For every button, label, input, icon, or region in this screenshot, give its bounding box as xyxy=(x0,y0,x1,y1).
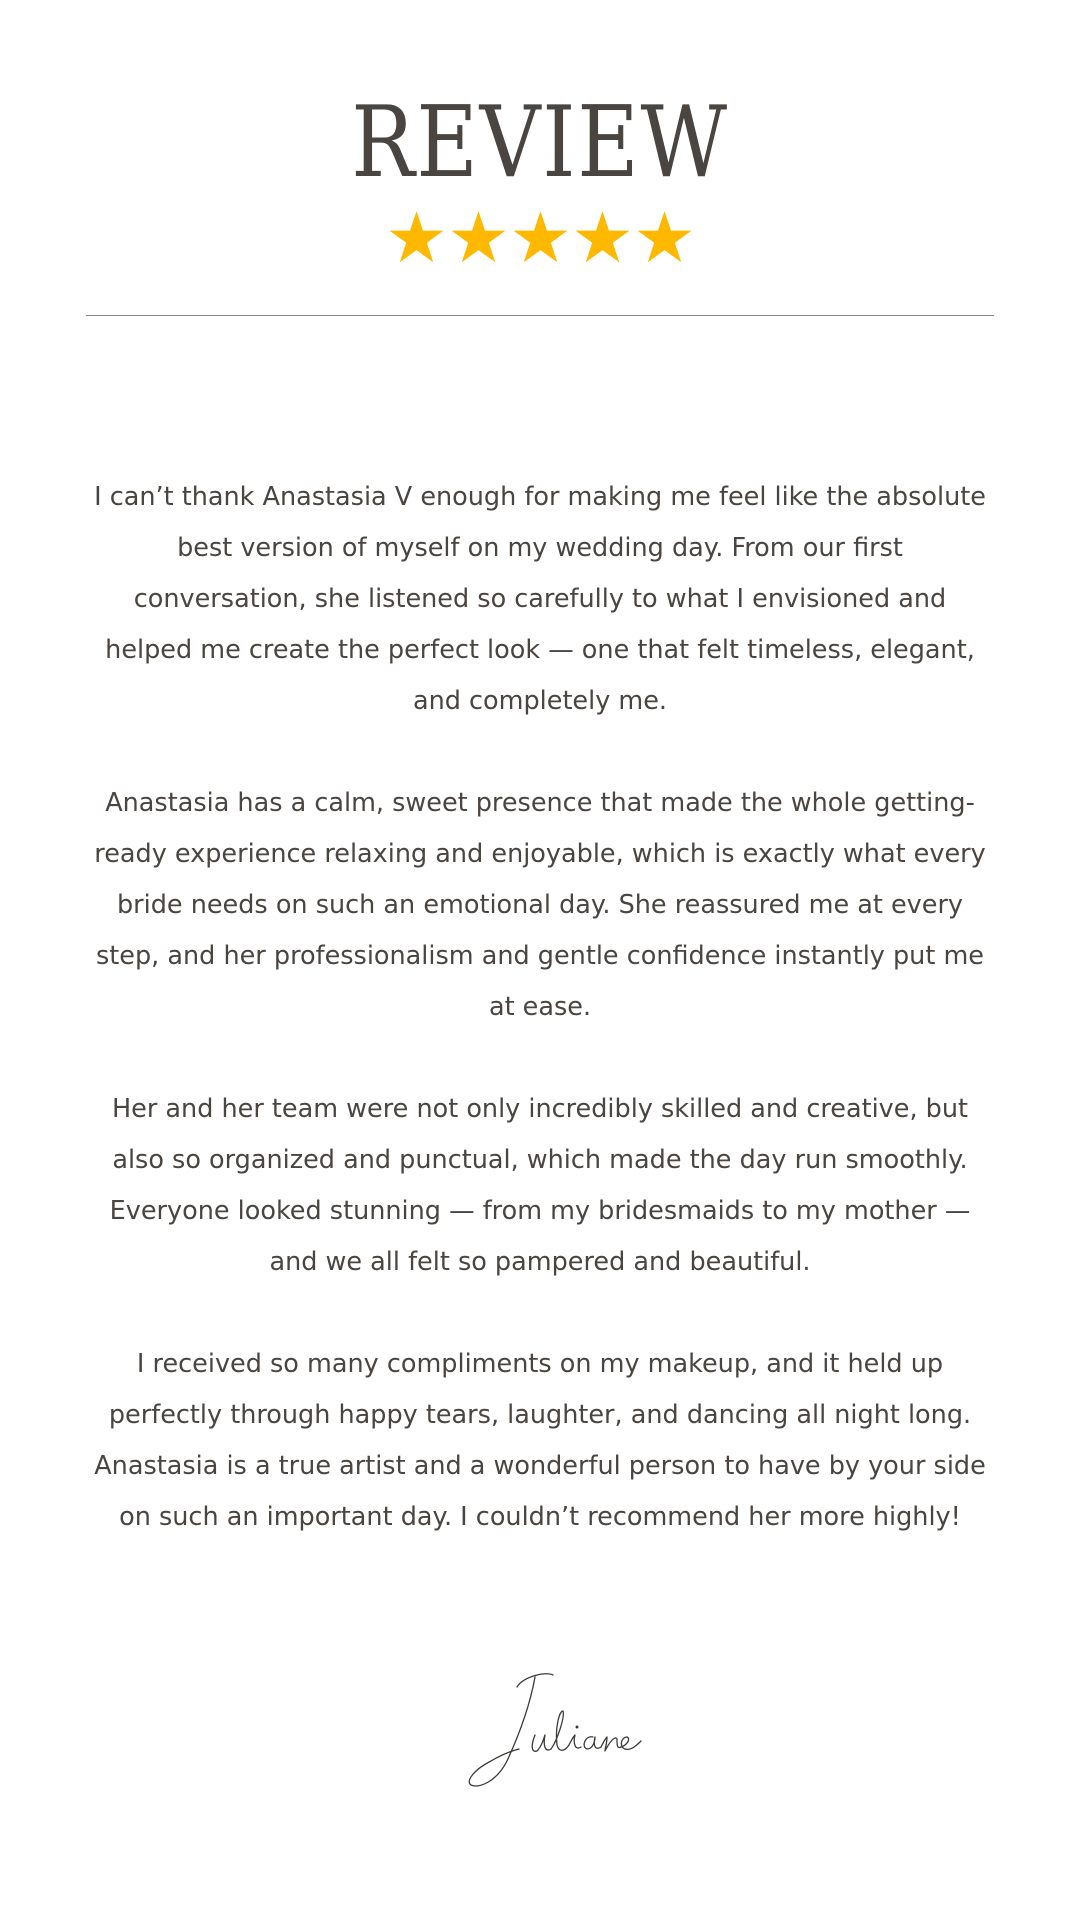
star-icon xyxy=(637,210,692,265)
review-text xyxy=(90,472,990,1543)
star-icon xyxy=(575,210,630,265)
star-icon xyxy=(451,210,506,265)
signature-name xyxy=(435,1795,436,1796)
review-header xyxy=(0,0,1080,320)
signature xyxy=(435,1665,645,1795)
star-icon xyxy=(389,210,444,265)
star-icon xyxy=(513,210,568,265)
star-rating xyxy=(0,210,1080,276)
review-paragraph: I received so many compliments on my makeup, and it held up perfectly through happy tears, laughter, and dancing all night long. Anastasia is a true artist and a wonderful person to have by your side on such an important day. I couldn’t recommend her more highly! xyxy=(94,1349,986,1532)
signature-image xyxy=(435,1665,645,1795)
review-paragraph: Her and her team were not only incredibly skilled and creative, but also so organized and punctual, which made the day run smoothly. Everyone looked stunning — from my bridesmaids to my mother — and we all felt so pampered and beautiful. xyxy=(109,1094,971,1277)
page-title: REVIEW xyxy=(351,86,729,200)
review-paragraph: I can’t thank Anastasia V enough for making me feel like the absolute best version of myself on my wedding day. From our first conversation, she listened so carefully to what I envisioned and helped me create the perfect look — one that felt timeless, elegant, and completely me. xyxy=(94,482,986,716)
review-paragraph: Anastasia has a calm, sweet presence that made the whole getting-ready experience relaxing and enjoyable, which is exactly what every bride needs on such an emotional day. She reassured me at every step, and her professionalism and gentle confidence instantly put me at ease. xyxy=(94,788,986,1022)
header-divider xyxy=(86,315,994,316)
